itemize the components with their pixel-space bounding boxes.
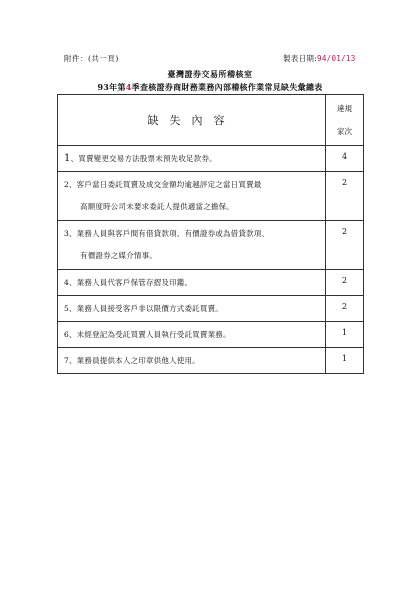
row-count: 2: [326, 221, 364, 270]
table-row: [58, 221, 364, 270]
table-row: [58, 322, 364, 348]
report-date: [283, 53, 356, 64]
row-count: 4: [326, 146, 364, 172]
report-title-quarter: 4: [125, 82, 132, 92]
table-row: [58, 296, 364, 322]
row-count: 2: [326, 296, 364, 322]
row-number: 1: [64, 152, 71, 164]
row-text-continued: 有價證券之媒介情事。: [80, 251, 157, 260]
row-number: 7: [64, 355, 69, 365]
date-value: 94/01/13: [317, 54, 356, 63]
table-row: [58, 348, 364, 374]
attachment-label: 附件：(共一頁): [64, 54, 119, 63]
table-row: [58, 172, 364, 221]
row-description: [58, 322, 326, 348]
row-text: 、客戶當日委託買賣及成交金額均逾越評定之當日買賣最: [68, 180, 262, 189]
header-count-line1: 違規: [337, 104, 352, 113]
row-description: [58, 221, 326, 270]
table-header-row: [58, 95, 364, 146]
report-title-suffix: 季查核證券商財務業務內部稽核作業常見缺失彙總表: [131, 82, 323, 92]
row-number: 5: [64, 303, 69, 313]
row-number: 4: [64, 277, 69, 287]
row-description: [58, 296, 326, 322]
row-number: 3: [64, 229, 69, 238]
row-count: 1: [326, 348, 364, 374]
row-text: 、業務人員代客戶保管存摺及印鑑。: [68, 277, 193, 287]
header-count: [326, 95, 364, 146]
table-row: [58, 270, 364, 296]
header-count-line2: 家次: [337, 127, 352, 136]
row-text: 、買賣變更交易方法股票未預先收足款券。: [70, 153, 217, 163]
row-text: 、業務人員與客戶間有借貸款項、有價證券或為借貸款項、: [68, 229, 270, 238]
row-description: [58, 270, 326, 296]
office-title: 臺灣證券交易所稽核室: [167, 69, 253, 79]
header-deficiency: 缺失內容: [58, 95, 326, 146]
row-number: 2: [64, 180, 69, 189]
row-text: 、未經登記為受託買賣人員執行受託買賣業務。: [68, 329, 231, 339]
row-description: [58, 348, 326, 374]
table-row: [58, 146, 364, 172]
row-text: 、業務員提供本人之印章供他人使用。: [68, 355, 200, 365]
row-description: [58, 146, 326, 172]
row-text-continued: 高額度時公司未要求委託人提供適當之擔保。: [80, 202, 234, 211]
row-number: 6: [64, 329, 69, 339]
date-label: 製表日期:: [283, 54, 318, 63]
row-description: [58, 172, 326, 221]
report-title: [0, 82, 420, 93]
row-text: 、業務人員接受客戶非以限價方式委託買賣。: [68, 303, 223, 313]
row-count: 1: [326, 322, 364, 348]
row-count: 2: [326, 172, 364, 221]
deficiency-table: [57, 94, 364, 374]
row-count: 2: [326, 270, 364, 296]
report-title-prefix: 93年第: [97, 82, 126, 92]
